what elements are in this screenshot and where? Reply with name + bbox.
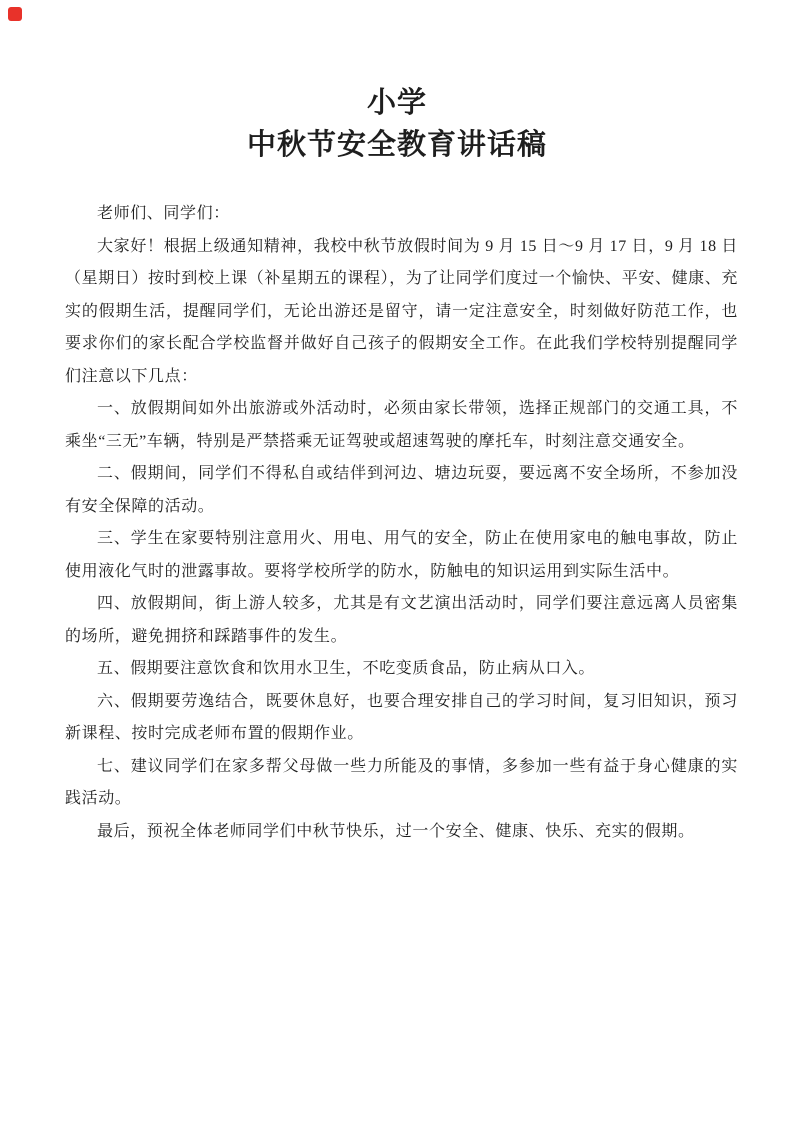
paragraph: 五、假期要注意饮食和饮用水卫生，不吃变质食品，防止病从口入。	[97, 660, 596, 677]
paragraph: 三、学生在家要特别注意用火、用电、用气的安全，防止在使用家电的触电事故，防止使用液化气时的泄露事故。要将学校所学的防水，防触电的知识运用到实际生活中。	[65, 530, 738, 580]
paragraph: 最后，预祝全体老师同学们中秋节快乐，过一个安全、健康、快乐、充实的假期。	[97, 822, 695, 840]
paragraph: 六、假期要劳逸结合，既要休息好，也要合理安排自己的学习时间，复习旧知识，预习新课程、按时完成老师布置的假期作业。	[65, 692, 738, 742]
title-line-1: 小学	[366, 87, 427, 119]
paragraph: 大家好！根据上级通知精神，我校中秋节放假时间为 9 月 15 日～9 月 17 日，9 月 18 日（星期日）按时到校上课（补星期五的课程），为了让同学们度过一个愉快、平安、健康、充实的假期生活，提醒同学们，无论出游还是留守，请一定注意安全，时刻做好防范工作，也要求你们的家长配合学校监督并做好自己孩子的假期安全工作。在此我们学校特别提醒同学们注意以下几点：	[65, 237, 738, 385]
paragraph: 二、假期间，同学们不得私自或结伴到河边、塘边玩耍，要远离不安全场所，不参加没有安全保障的活动。	[65, 465, 738, 515]
paragraph: 七、建议同学们在家多帮父母做一些力所能及的事情，多参加一些有益于身心健康的实践活动。	[65, 757, 738, 807]
paragraph: 四、放假期间，街上游人较多，尤其是有文艺演出活动时，同学们要注意远离人员密集的场所，避免拥挤和踩踏事件的发生。	[65, 595, 738, 645]
paragraph: 一、放假期间如外出旅游或外活动时，必须由家长带领，选择正规部门的交通工具，不乘坐“三无”车辆，特别是严禁搭乘无证驾驶或超速驾驶的摩托车，时刻注意交通安全。	[65, 400, 738, 450]
paragraph: 老师们、同学们：	[97, 205, 230, 222]
red-corner-marker	[8, 7, 22, 21]
document-title	[0, 0, 794, 166]
document-body	[65, 198, 738, 848]
title-line-2: 中秋节安全教育讲话稿	[246, 129, 547, 161]
